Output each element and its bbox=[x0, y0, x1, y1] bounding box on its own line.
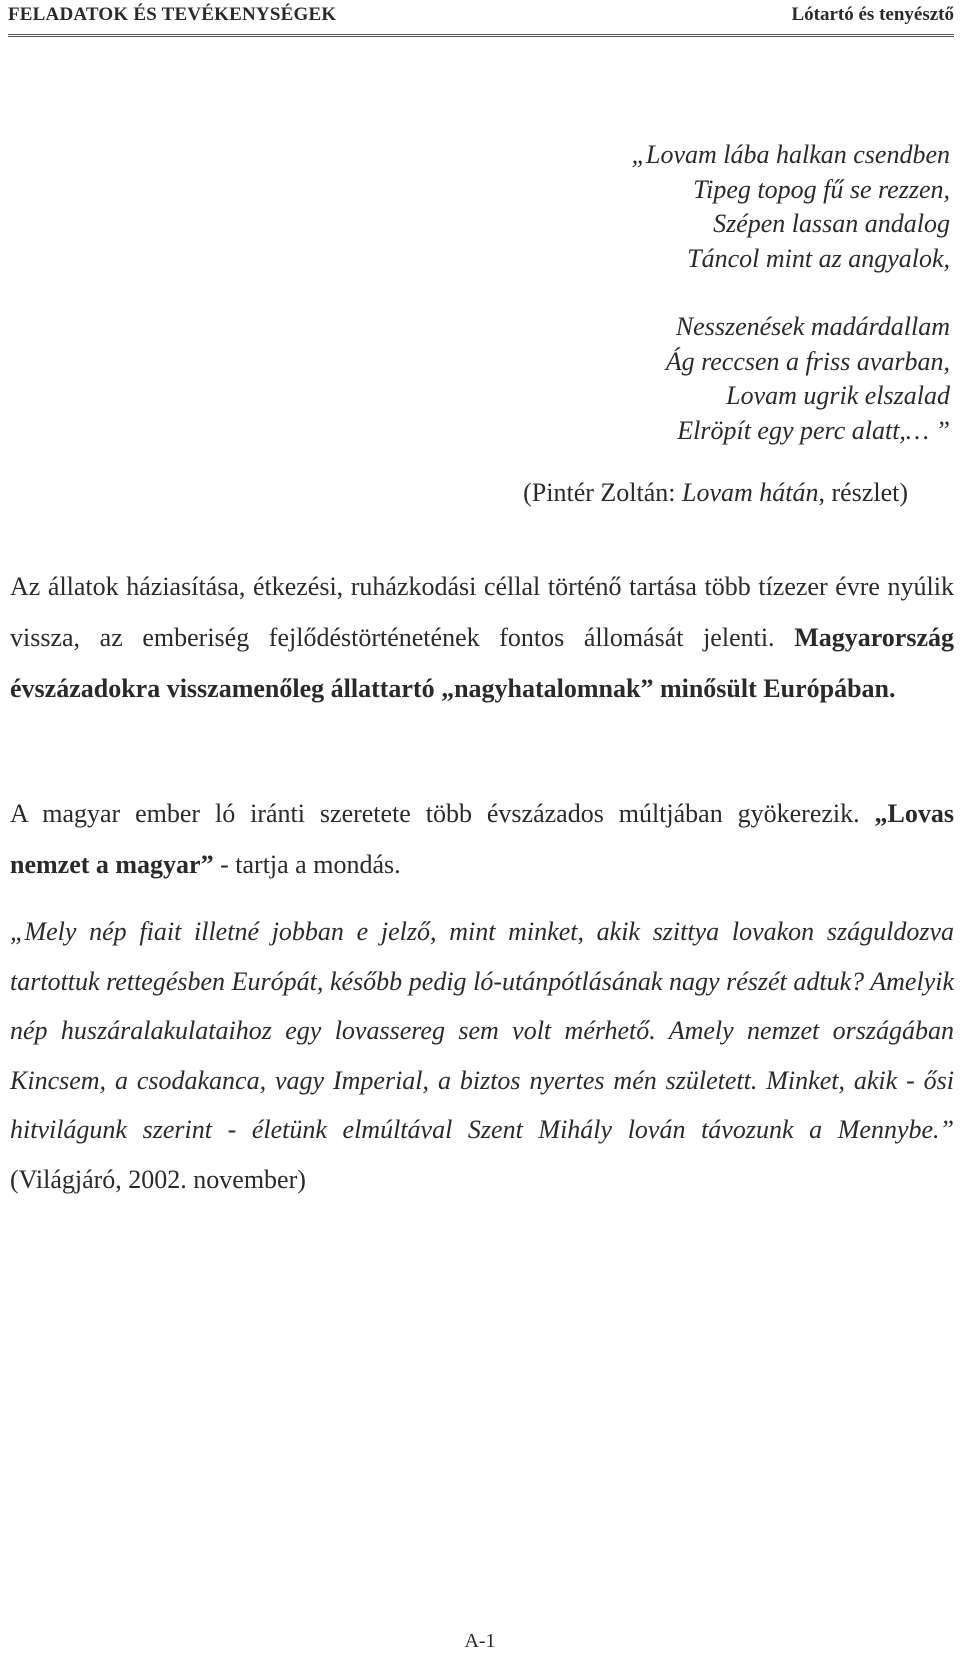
quote-source: (Világjáró, 2002. november) bbox=[10, 1164, 306, 1194]
citation-suffix: , részlet) bbox=[818, 478, 908, 507]
poem-line: Ág reccsen a friss avarban, bbox=[665, 346, 950, 376]
poem-line: „Lovam lába halkan csendben bbox=[631, 140, 950, 169]
citation-work-title: Lovam hátán bbox=[681, 478, 819, 507]
poem-line: Táncol mint az angyalok, bbox=[687, 243, 950, 273]
page-number: A-1 bbox=[464, 1630, 496, 1652]
poem-line: Tipeg topog fű se rezzen, bbox=[693, 174, 950, 204]
paragraph-horse-love bbox=[10, 788, 954, 890]
poem-excerpt bbox=[350, 138, 950, 448]
poem-citation bbox=[523, 478, 908, 508]
paragraph-text: A magyar ember ló iránti szeretete több évszázados múltjában gyökerezik. bbox=[10, 799, 875, 828]
poem-line: Szépen lassan andalog bbox=[713, 209, 950, 238]
page-header bbox=[8, 0, 954, 37]
paragraph-emphasis: Magyarország évszázadokra visszamenőleg állattartó „nagyhatalomnak” minősült Európában. bbox=[10, 623, 954, 703]
poem-stanza bbox=[350, 310, 950, 448]
header-section-title: FELADATOK ÉS TEVÉKENYSÉGEK bbox=[8, 4, 337, 25]
poem-line: Lovam ugrik elszalad bbox=[726, 381, 950, 410]
paragraph-text: Az állatok háziasítása, étkezési, ruházkodási céllal történő tartása több tízezer évre nyúlik vissza, az emberiség fejlődéstörténetének fontos állomását jelenti. bbox=[10, 572, 954, 652]
poem-line: Nesszenések madárdallam bbox=[675, 312, 950, 341]
paragraph-history bbox=[10, 561, 954, 714]
paragraph-text-after: - tartja a mondás. bbox=[213, 850, 401, 879]
quote-text: „Mely nép fiait illetné jobban e jelző, mint minket, akik szittya lovakon száguldozva tartottuk rettegésben Európát, később pedig ló-utánpótlásának nagy részét adtuk? Amelyik nép huszáralakulataihoz egy lovassereg sem volt mérhető. Amely nemzet országában Kincsem, a csodakanca, vagy Imperial, a biztos nyertes mén született. Minket, akik - ősi hitvilágunk szerint - életünk elmúltával Szent Mihály lován távozunk a Mennybe.” bbox=[10, 917, 954, 1144]
poem-stanza bbox=[350, 138, 950, 276]
header-document-title: Lótartó és tenyésztő bbox=[791, 4, 954, 25]
citation-author: (Pintér Zoltán: bbox=[523, 478, 682, 507]
paragraph-saying: „Lovas nemzet a magyar” bbox=[10, 799, 954, 879]
paragraph-quote bbox=[10, 907, 954, 1204]
poem-line: Elröpít egy perc alatt,… ” bbox=[677, 415, 950, 445]
